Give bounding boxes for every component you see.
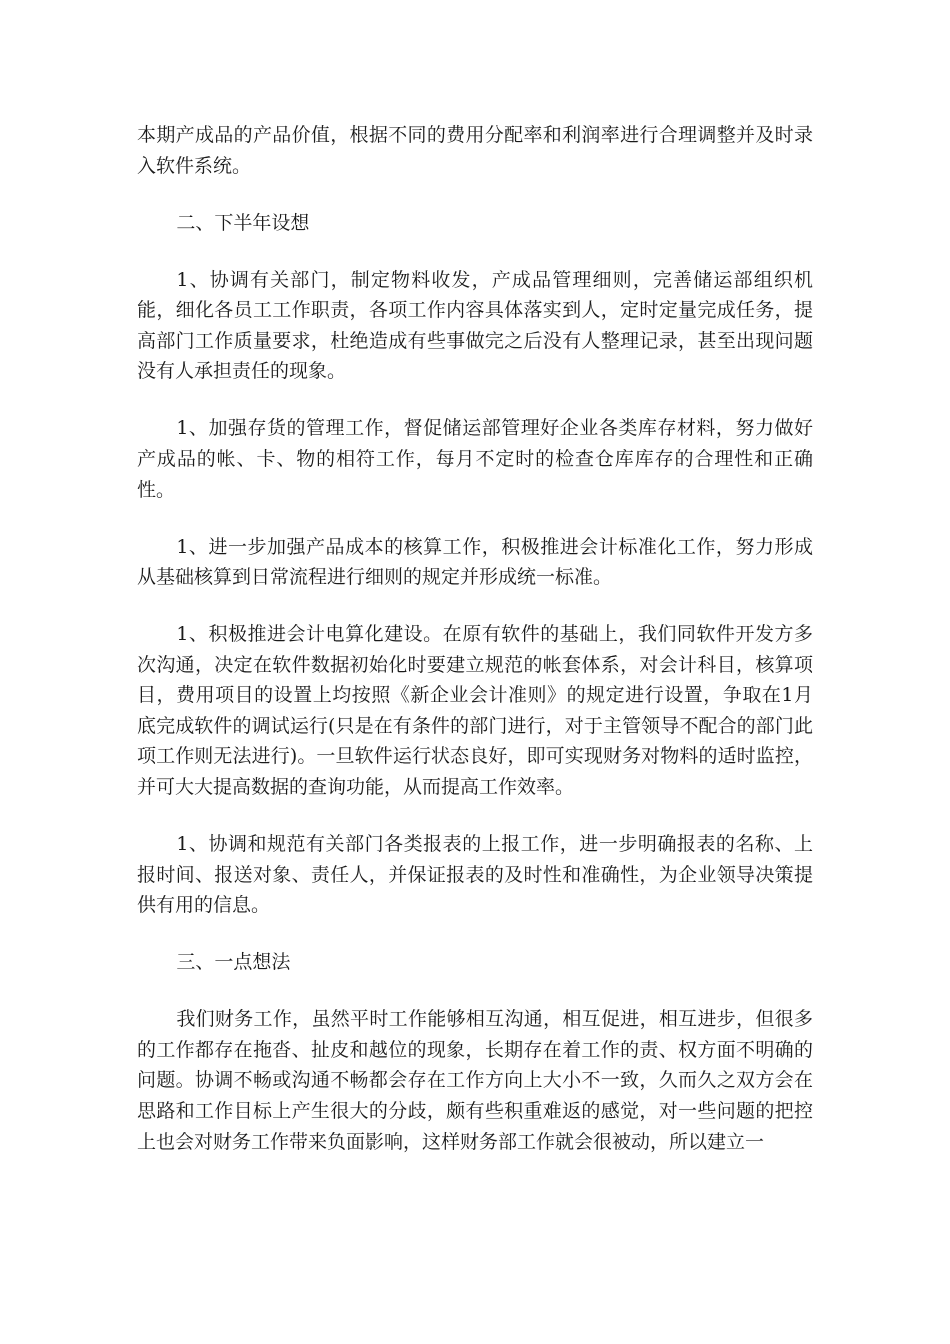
section-heading-second-half-plan: 二、下半年设想: [176, 211, 310, 234]
paragraph-coordinate-departments: 1、协调有关部门，制定物料收发，产成品管理细则，完善储运部组织机能，细化各员工工作职责，各项工作内容具体落实到人，定时定量完成任务，提高部门工作质量要求，杜绝造成有些事做完之后没有人整理记录，甚至出现问题没有人承担责任的现象。: [137, 268, 813, 383]
paragraph-continuation: 本期产成品的产品价值，根据不同的费用分配率和利润率进行合理调整并及时录入软件系统。: [137, 124, 813, 177]
paragraph-accounting-computerization: 1、积极推进会计电算化建设。在原有软件的基础上，我们同软件开发方多次沟通，决定在软件数据初始化时要建立规范的帐套体系，对会计科目，核算项目，费用项目的设置上均按照《新企业会计准则》的规定进行设置，争取在1月底完成软件的调试运行(只是在有条件的部门进行，对于主管领导不配合的部门此项工作则无法进行)。一旦软件运行状态良好，即可实现财务对物料的适时监控，并可大大提高数据的查询功能，从而提高工作效率。: [137, 623, 813, 799]
paragraph-cost-accounting: 1、进一步加强产品成本的核算工作，积极推进会计标准化工作，努力形成从基础核算到日常流程进行细则的规定并形成统一标准。: [137, 535, 813, 589]
paragraph-report-submission: 1、协调和规范有关部门各类报表的上报工作，进一步明确报表的名称、上报时间、报送对象、责任人，并保证报表的及时性和准确性，为企业领导决策提供有用的信息。: [137, 833, 813, 917]
section-heading-thoughts: 三、一点想法: [176, 951, 291, 974]
paragraph-inventory-management: 1、加强存货的管理工作，督促储运部管理好企业各类库存材料，努力做好产成品的帐、卡、物的相符工作，每月不定时的检查仓库库存的合理性和正确性。: [137, 417, 813, 501]
document-page: [137, 120, 813, 1184]
paragraph-finance-work: 我们财务工作，虽然平时工作能够相互沟通，相互促进，相互进步，但很多的工作都存在拖沓、扯皮和越位的现象，长期存在着工作的责、权方面不明确的问题。协调不畅或沟通不畅都会存在工作方向上大小不一致，久而久之双方会在思路和工作目标上产生很大的分歧，颇有些积重难返的感觉，对一些问题的把控上也会对财务工作带来负面影响，这样财务部工作就会很被动，所以建立一: [137, 1008, 813, 1153]
